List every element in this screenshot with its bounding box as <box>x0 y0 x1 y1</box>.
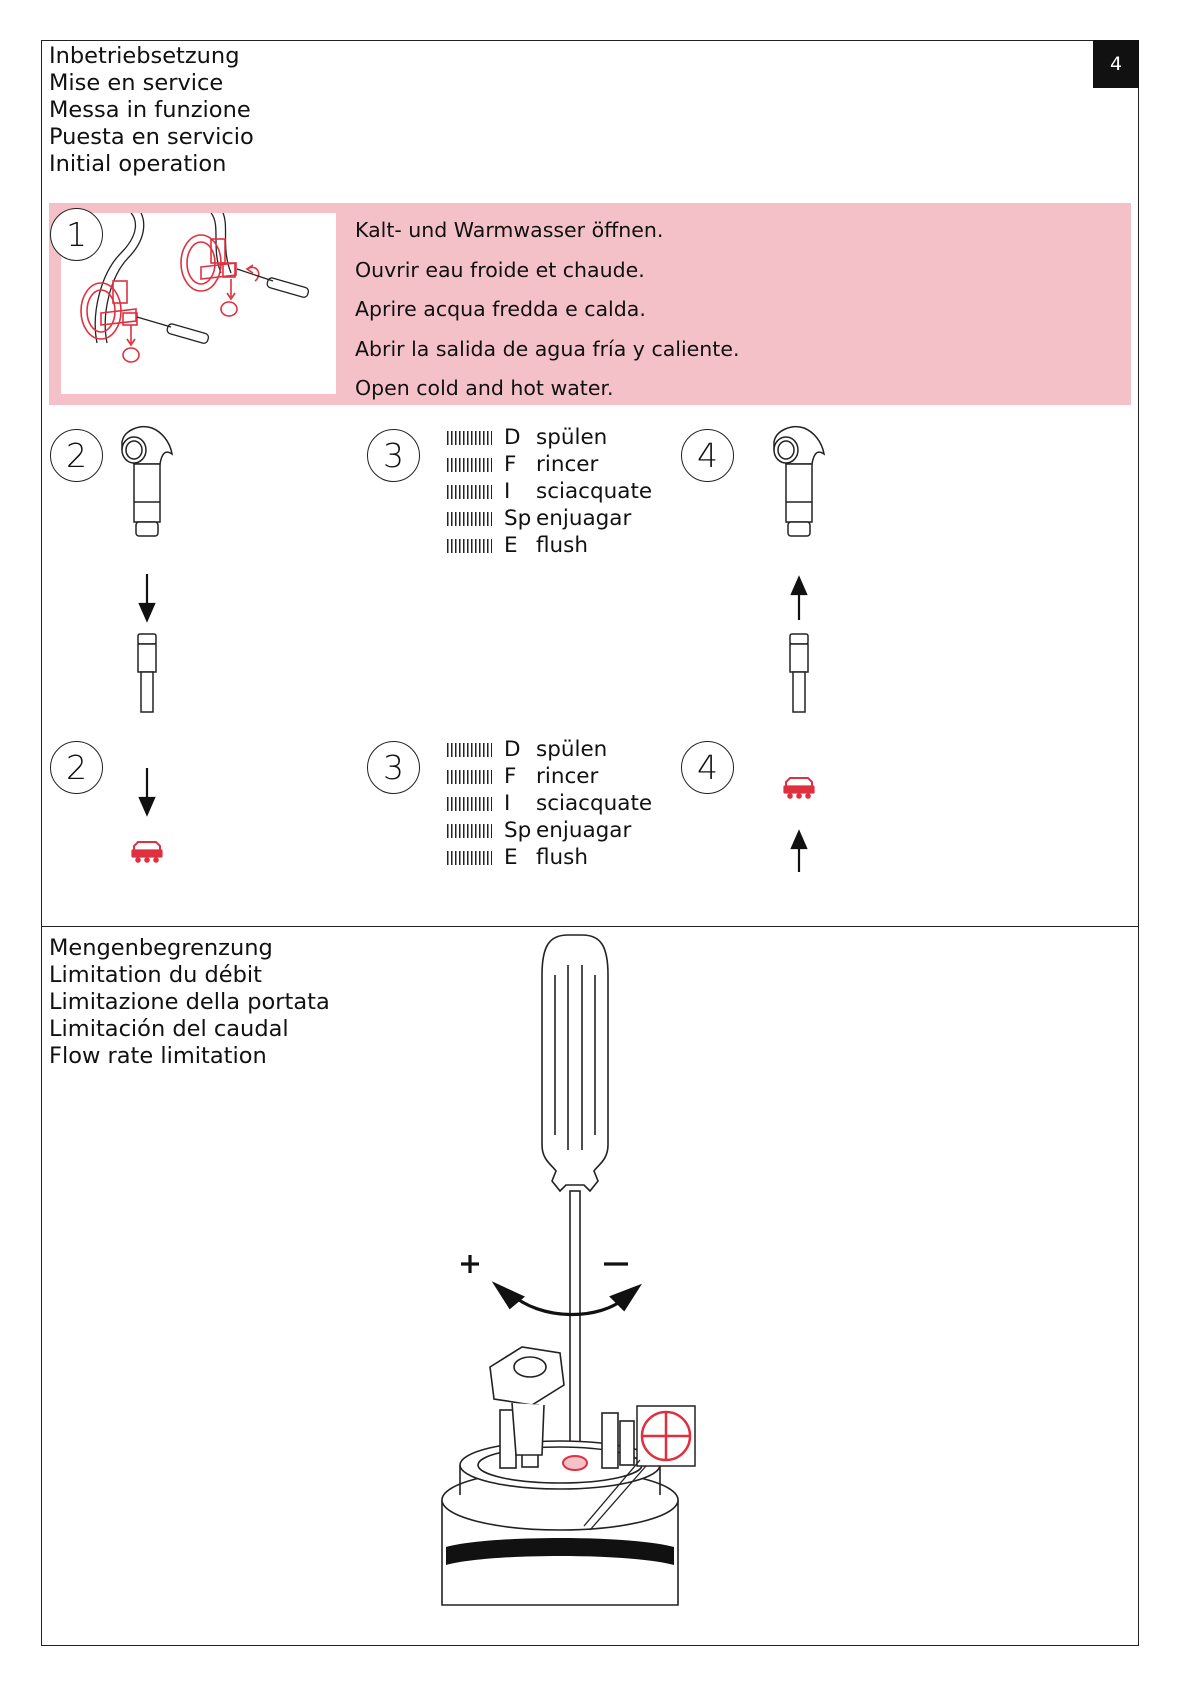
flush-row: E flush <box>447 532 652 559</box>
flow-heading-fr: Limitation du débit <box>49 962 262 988</box>
flush-bars-icon <box>447 539 492 553</box>
flush-bars-icon <box>447 431 492 445</box>
stepA3-number: 3 <box>367 429 420 482</box>
stepB2-number: 2 <box>50 741 103 794</box>
stepA4-number: 4 <box>681 429 734 482</box>
flush-bars-icon <box>447 512 492 526</box>
step1-line-es: Abrir la salida de agua fría y caliente. <box>355 336 740 361</box>
stepB3-number: 3 <box>367 741 420 794</box>
flush-row: F rincer <box>447 763 652 790</box>
stepA2-number: 2 <box>50 429 103 482</box>
step1-line-it: Aprire acqua fredda e calda. <box>355 297 646 321</box>
flush-bars-icon <box>447 743 492 757</box>
step1-line-fr: Ouvrir eau froide et chaude. <box>355 257 645 282</box>
filter-insert-graphic <box>780 776 820 886</box>
flush-row: D spülen <box>447 736 652 763</box>
flush-row: D spülen <box>447 424 652 451</box>
step1-line-en: Open cold and hot water. <box>355 376 614 400</box>
step1-instructions <box>355 211 739 409</box>
step1-line-de: Kalt- und Warmwasser öffnen. <box>355 218 664 242</box>
initial-operation-heading <box>49 43 254 178</box>
heading-line-de: Inbetriebsetzung <box>49 43 240 69</box>
stepB4-number: 4 <box>681 741 734 794</box>
flush-row: I sciacquate <box>447 478 652 505</box>
flush-instructions-a <box>447 424 652 559</box>
heading-line-en: Initial operation <box>49 151 227 177</box>
flush-bars-icon <box>447 485 492 499</box>
flush-row: E flush <box>447 844 652 871</box>
flush-bars-icon <box>447 851 492 865</box>
spray-head-attach <box>762 424 832 724</box>
flush-bars-icon <box>447 770 492 784</box>
spray-head-remove <box>110 424 180 724</box>
flow-heading-it: Limitazione della portata <box>49 989 330 1015</box>
flush-instructions-b <box>447 736 652 871</box>
heading-line-it: Messa in funzione <box>49 97 251 123</box>
flow-heading-en: Flow rate limitation <box>49 1043 267 1069</box>
flow-heading-de: Mengenbegrenzung <box>49 935 273 961</box>
flush-row: I sciacquate <box>447 790 652 817</box>
flush-bars-icon <box>447 824 492 838</box>
page-number-badge: 4 <box>1093 40 1139 88</box>
cross-slot-callout <box>580 1404 700 1554</box>
filter-remove-graphic <box>128 766 168 876</box>
flush-bars-icon <box>447 797 492 811</box>
flush-bars-icon <box>447 458 492 472</box>
flow-heading-es: Limitación del caudal <box>49 1016 289 1042</box>
section-divider <box>41 926 1139 927</box>
flush-row: F rincer <box>447 451 652 478</box>
flow-limitation-heading <box>49 935 330 1070</box>
step1-number: 1 <box>50 208 103 261</box>
heading-line-fr: Mise en service <box>49 70 224 96</box>
heading-line-es: Puesta en servicio <box>49 124 254 150</box>
flush-row: Sp enjuagar <box>447 505 652 532</box>
flush-row: Sp enjuagar <box>447 817 652 844</box>
